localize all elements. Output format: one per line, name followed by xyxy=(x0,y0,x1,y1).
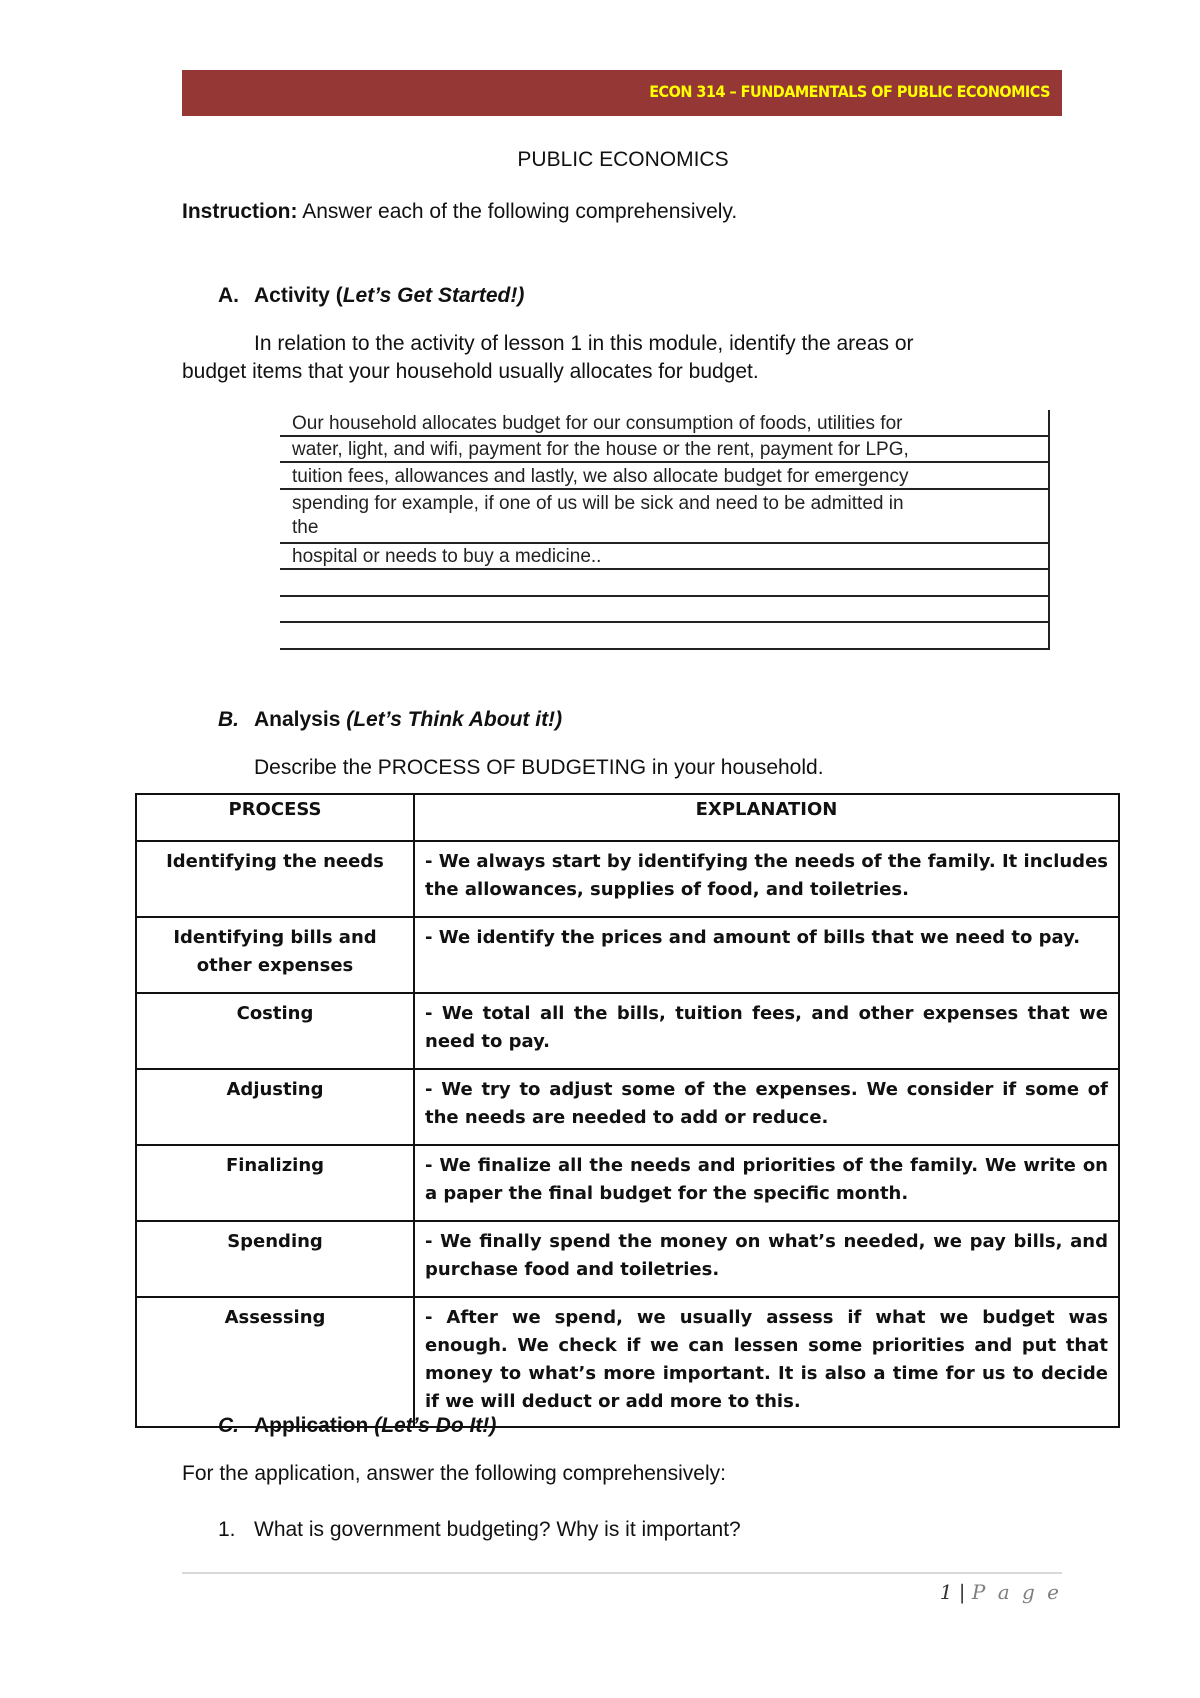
section-c-letter: C. xyxy=(218,1414,239,1437)
header-explanation: EXPLANATION xyxy=(414,794,1119,841)
answer-line: Our household allocates budget for our consumption of foods, utilities for xyxy=(292,413,903,434)
explanation-cell: - We finally spend the money on what’s needed, we pay bills, and purchase food and toiletries. xyxy=(414,1221,1119,1297)
answer-line: tuition fees, allowances and lastly, we also allocate budget for emergency xyxy=(292,466,909,487)
section-a-subtitle: Let’s Get Started! xyxy=(342,284,518,307)
section-a-heading: A. Activity (Let’s Get Started!) xyxy=(218,284,525,307)
answer-line: spending for example, if one of us will be sick and need to be admitted in xyxy=(292,493,904,514)
section-a-letter: A. xyxy=(218,284,239,307)
table-row xyxy=(136,1069,1119,1145)
page-number xyxy=(940,1580,1062,1604)
header-process: PROCESS xyxy=(136,794,414,841)
table-header-row xyxy=(136,794,1119,841)
process-cell: Identifying bills and other expenses xyxy=(136,917,414,993)
process-cell: Costing xyxy=(136,993,414,1069)
explanation-cell: - We identify the prices and amount of bills that we need to pay. xyxy=(414,917,1119,993)
table-row xyxy=(136,917,1119,993)
explanation-cell: - We try to adjust some of the expenses. We consider if some of the needs are needed to add or reduce. xyxy=(414,1069,1119,1145)
section-b-subtitle: Let’s Think About it! xyxy=(353,708,556,731)
instruction-text: Answer each of the following comprehensively. xyxy=(302,200,738,223)
page-number-value: 1 xyxy=(939,1580,953,1604)
explanation-cell: - After we spend, we usually assess if what we budget was enough. We check if we can lessen some priorities and put that money to what’s more important. It is also a time for us to decide if we will deduct or add more to this. xyxy=(414,1297,1119,1427)
instruction-label: Instruction: xyxy=(182,200,298,223)
section-a-prompt-line1: In relation to the activity of lesson 1 in this module, identify the areas or xyxy=(254,332,914,355)
budget-process-table xyxy=(135,793,1120,1428)
table-row xyxy=(136,1221,1119,1297)
question-1 xyxy=(218,1516,741,1544)
question-number: 1. xyxy=(218,1518,236,1541)
table-row xyxy=(136,841,1119,917)
header-bar xyxy=(182,70,1062,116)
answer-line: the xyxy=(292,517,319,538)
process-cell: Finalizing xyxy=(136,1145,414,1221)
course-title: ECON 314 – FUNDAMENTALS OF PUBLIC ECONOMICS xyxy=(649,82,1050,101)
page-label: P a g e xyxy=(971,1580,1062,1604)
page-separator: | xyxy=(958,1580,966,1604)
process-cell: Assessing xyxy=(136,1297,414,1427)
section-b-title: Analysis xyxy=(254,708,341,731)
section-c-title: Application xyxy=(254,1414,369,1437)
section-b-prompt: Describe the PROCESS OF BUDGETING in your household. xyxy=(254,756,824,779)
table-row xyxy=(136,993,1119,1069)
section-b-letter: B. xyxy=(218,708,239,731)
footer-divider xyxy=(182,1572,1062,1574)
section-a-title: Activity xyxy=(254,284,330,307)
answer-lined-box xyxy=(280,410,1050,650)
page-title: PUBLIC ECONOMICS xyxy=(517,148,729,171)
process-cell: Identifying the needs xyxy=(136,841,414,917)
process-cell: Spending xyxy=(136,1221,414,1297)
answer-line: water, light, and wifi, payment for the house or the rent, payment for LPG, xyxy=(292,439,909,460)
explanation-cell: - We finalize all the needs and priorities of the family. We write on a paper the final budget for the specific month. xyxy=(414,1145,1119,1221)
question-text: What is government budgeting? Why is it important? xyxy=(254,1518,741,1541)
explanation-cell: - We total all the bills, tuition fees, and other expenses that we need to pay. xyxy=(414,993,1119,1069)
explanation-cell: - We always start by identifying the needs of the family. It includes the allowances, supplies of food, and toiletries. xyxy=(414,841,1119,917)
answer-line: hospital or needs to buy a medicine.. xyxy=(292,546,602,567)
table-row xyxy=(136,1145,1119,1221)
section-c-heading: C. Application (Let’s Do It!) xyxy=(218,1414,497,1437)
section-a-prompt-line2: budget items that your household usually allocates for budget. xyxy=(182,360,759,383)
section-c-subtitle: Let’s Do It! xyxy=(381,1414,490,1437)
section-c-intro: For the application, answer the following comprehensively: xyxy=(182,1462,726,1485)
instruction xyxy=(182,200,737,224)
section-b-heading: B. Analysis (Let’s Think About it!) xyxy=(218,708,563,731)
process-cell: Adjusting xyxy=(136,1069,414,1145)
table-row xyxy=(136,1297,1119,1427)
